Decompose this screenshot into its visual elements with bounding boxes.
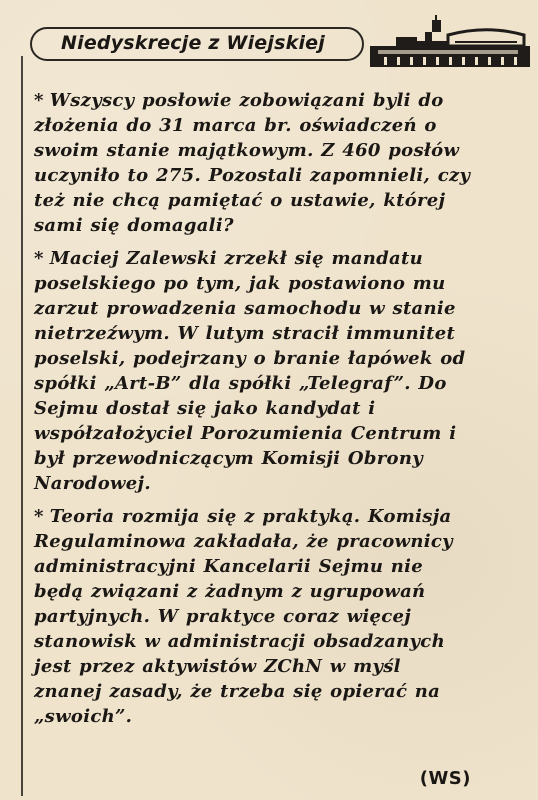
- article-paragraph: [34, 504, 476, 729]
- building-illustration-icon: [370, 15, 530, 70]
- article-item: [34, 246, 476, 496]
- column-left-rule: [21, 56, 23, 796]
- article-text: Wszyscy posłowie zobowiązani byli do złożenia do 31 marca br. oświadczeń o swoim stanie majątkowym. Z 460 posłów uczyniło to 275. Pozostali zapomnieli, czy też nie chcą pamiętać o ustawie, której sami się domagali?: [34, 90, 471, 236]
- article-text: Teoria rozmija się z praktyką. Komisja Regulaminowa zakładała, że pracownicy administracyjni Kancelarii Sejmu nie będą związani z żadnym z ugrupowań partyjnych. W praktyce coraz więcej stanowisk w administracji obsadzanych jest przez aktywistów ZChN w myśl znanej zasady, że trzeba się opierać na „swoich”.: [34, 506, 453, 727]
- bullet-star: *: [34, 90, 44, 111]
- article-content: [34, 88, 476, 737]
- section-title: Niedyskrecje z Wiejskiej: [61, 32, 325, 54]
- article-item: [34, 504, 476, 729]
- article-text: Maciej Zalewski zrzekł się mandatu poselskiego po tym, jak postawiono mu zarzut prowadzenia samochodu w stanie nietrzeźwym. W lutym stracił immunitet poselski, podejrzany o branie łapówek od spółki „Art-B” dla spółki „Telegraf”. Do Sejmu dostał się jako kandydat i współzałożyciel Porozumienia Centrum i był przewodniczącym Komisji Obrony Narodowej.: [34, 248, 466, 494]
- section-header: [30, 15, 530, 70]
- article-paragraph: [34, 88, 476, 238]
- bullet-star: *: [34, 248, 44, 269]
- article-item: [34, 88, 476, 238]
- article-paragraph: [34, 246, 476, 496]
- bullet-star: *: [34, 506, 44, 527]
- author-signature: (WS): [419, 768, 471, 789]
